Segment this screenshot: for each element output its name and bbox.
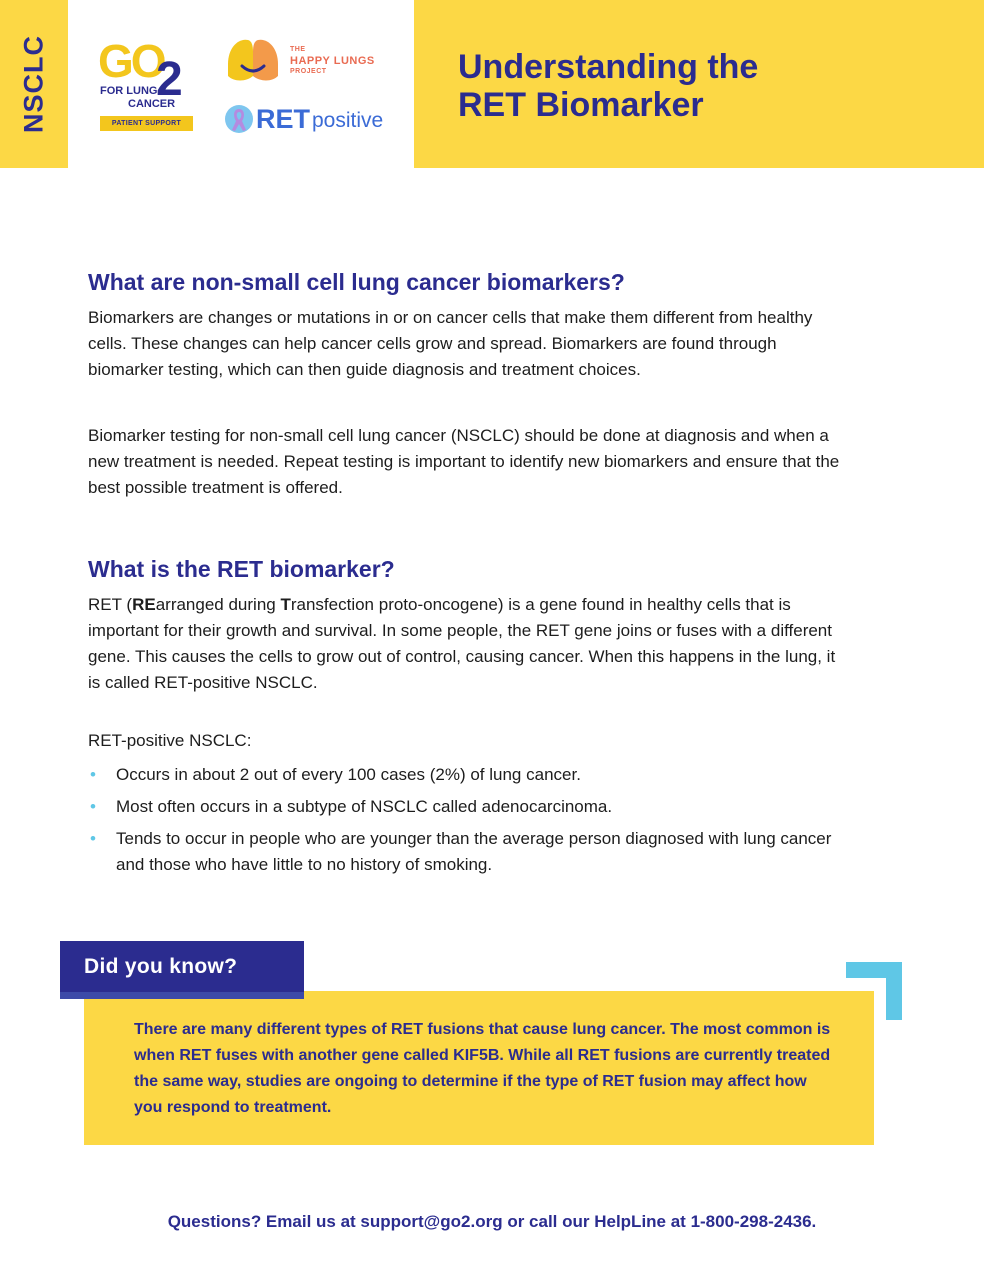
go2-logo-two: 2 <box>156 53 183 106</box>
side-label: NSCLC <box>18 35 49 133</box>
lungs-icon <box>222 36 284 88</box>
happy-lungs-line3: PROJECT <box>290 68 327 75</box>
page-title <box>458 48 758 124</box>
callout-text: There are many different types of RET fusions that cause lung cancer. The most common is when RET fuses with another gene called KIF5B. While all RET fusions are currently treated the same way, studies are ongoing to determine if the type of RET fusion may affect how you respond to treatment. <box>134 1021 831 1116</box>
side-banner <box>0 0 68 168</box>
page-title-line1: Understanding the <box>458 48 759 86</box>
happy-lungs-line1: THE <box>290 46 306 53</box>
list-item: • Occurs in about 2 out of every 100 cases (2%) of lung cancer. <box>88 762 848 788</box>
footer-contact: Questions? Email us at support@go2.org or call our HelpLine at 1-800-298-2436. <box>167 1212 817 1231</box>
ribbon-icon <box>224 103 254 135</box>
section1-heading: What are non-small cell lung cancer biomarkers? <box>88 269 625 295</box>
callout-label: Did you know? <box>84 955 238 978</box>
go2-logo-for: FOR LUNG <box>100 85 158 97</box>
section2-para: RET (REarranged during Transfection proto-oncogene) is a gene found in healthy cells that is important for their growth and survival. In some people, the RET gene joins or fuses with a different gene. This causes the cells to grow out of control, causing cancer. When this happens in the lung, it is called RET-positive NSCLC. <box>88 595 836 692</box>
callout-box <box>84 991 874 1145</box>
title-banner <box>414 0 984 168</box>
logo-panel <box>68 0 414 168</box>
go2-logo <box>98 35 198 134</box>
bullet-icon: • <box>90 797 96 816</box>
section1-para2: Biomarker testing for non-small cell lung cancer (NSCLC) should be done at diagnosis and when a new treatment is needed. Repeat testing is important to identify new biomarkers and ensure that the best possible treatment is offered. <box>88 426 840 497</box>
ret-logo-part1: RET <box>256 104 310 134</box>
ret-logo-part2: positive <box>312 109 384 132</box>
section2-heading: What is the RET biomarker? <box>88 556 395 582</box>
go2-logo-cancer: CANCER <box>128 98 176 110</box>
callout-label-underline <box>60 992 304 999</box>
bullet-list <box>88 762 848 884</box>
bullet-icon: • <box>90 765 96 784</box>
happy-lungs-line2: HAPPY LUNGS <box>290 55 375 67</box>
ret-positive-logo <box>224 100 404 140</box>
section1-para1: Biomarkers are changes or mutations in or on cancer cells that make them different from healthy cells. These changes can help cancer cells grow and spread. Biomarkers are found through biomarker testing, which can then guide diagnosis and treatment choices. <box>88 308 813 379</box>
corner-accent-icon <box>846 962 902 1020</box>
list-item: • Tends to occur in people who are younger than the average person diagnosed with lung cancer and those who have little to no history of smoking. <box>88 826 848 878</box>
go2-logo-main: GO <box>98 35 164 87</box>
list-intro: RET-positive NSCLC: <box>88 731 252 750</box>
happy-lungs-logo <box>222 36 402 88</box>
callout-label-tab <box>60 941 304 999</box>
bullet-icon: • <box>90 829 96 848</box>
list-item: • Most often occurs in a subtype of NSCLC called adenocarcinoma. <box>88 794 848 820</box>
page-title-line2: RET Biomarker <box>458 86 704 124</box>
go2-logo-tag: PATIENT SUPPORT <box>100 116 193 131</box>
